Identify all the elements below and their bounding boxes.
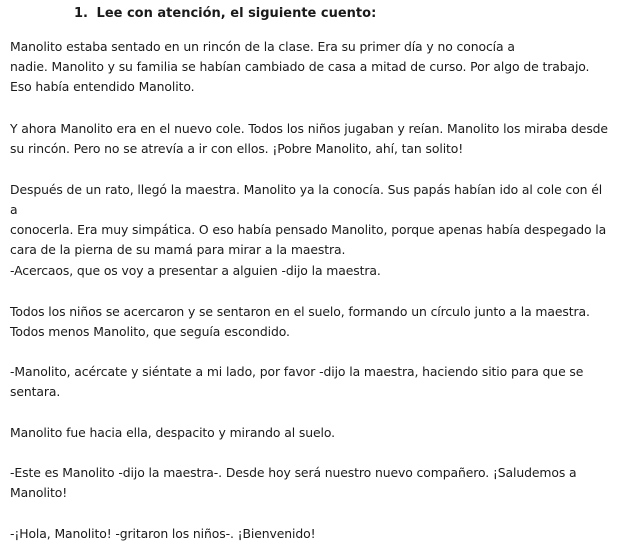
exercise-instruction: Lee con atención, el siguiente cuento: bbox=[96, 6, 377, 21]
story-paragraph-3: Después de un rato, llegó la maestra. Manolito ya la conocía. Sus papás habían ido al cole con él a conocerla. Era muy simpática. O eso había pensado Manolito, porque apenas había despegado la cara de la pierna de su mamá para mirar a la maestra. bbox=[10, 182, 607, 257]
exercise-number: 1. bbox=[74, 6, 88, 21]
story-paragraph-4: -Acercaos, que os voy a presentar a alguien -dijo la maestra. bbox=[10, 263, 381, 278]
story-paragraph-6: -Manolito, acércate y siéntate a mi lado, por favor -dijo la maestra, haciendo sitio para que se sentara. bbox=[10, 364, 584, 399]
story-paragraph-2: Y ahora Manolito era en el nuevo cole. Todos los niños jugaban y reían. Manolito los miraba desde su rincón. Pero no se atrevía a ir con ellos. ¡Pobre Manolito, ahí, tan solito! bbox=[10, 121, 608, 156]
story-paragraph-1: Manolito estaba sentado en un rincón de la clase. Era su primer día y no conocía a nadie. Manolito y su familia se habían cambiado de casa a mitad de curso. Por algo de trabajo. Eso había entendido Manolito. bbox=[10, 39, 590, 94]
story-paragraph-8: -Este es Manolito -dijo la maestra-. Desde hoy será nuestro nuevo compañero. ¡Saludemos a Manolito! bbox=[10, 465, 577, 500]
exercise-heading bbox=[74, 6, 376, 21]
story-paragraph-5: Todos los niños se acercaron y se sentaron en el suelo, formando un círculo junto a la maestra. Todos menos Manolito, que seguía escondido. bbox=[10, 304, 590, 339]
story-paragraph-7: Manolito fue hacia ella, despacito y mirando al suelo. bbox=[10, 425, 335, 440]
story-paragraph-9: -¡Hola, Manolito! -gritaron los niños-. ¡Bienvenido! bbox=[10, 526, 316, 541]
